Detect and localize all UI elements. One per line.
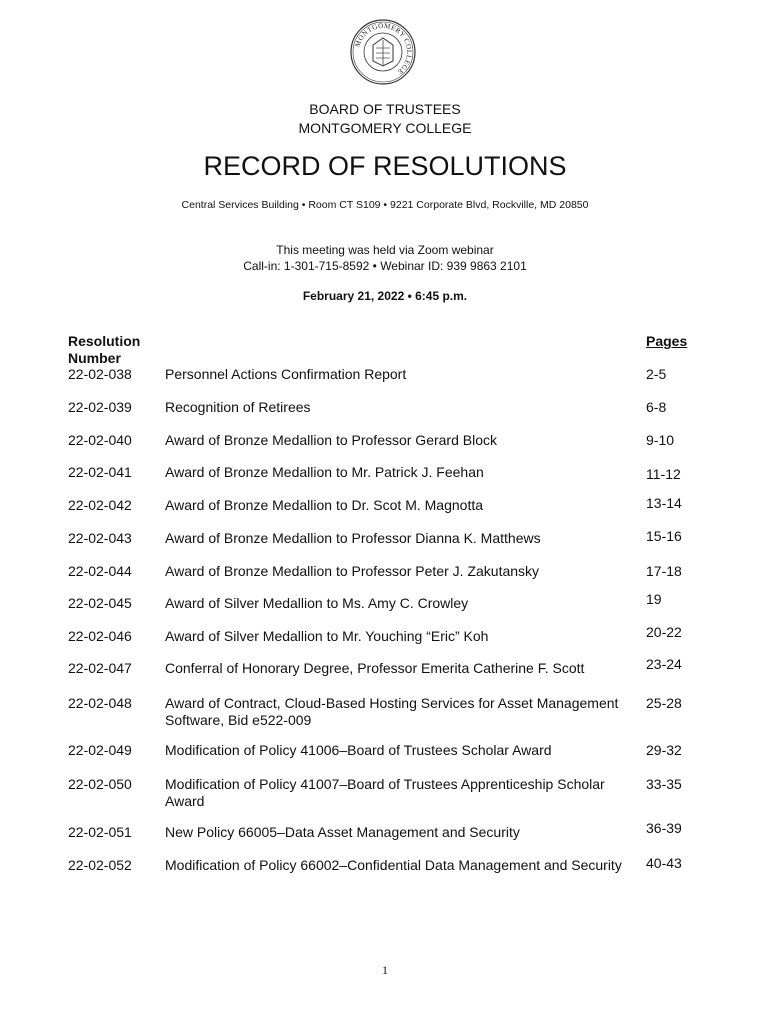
resolution-number: 22-02-046	[68, 628, 132, 644]
college-seal-logo	[349, 18, 417, 86]
resolution-pages: 11-12	[646, 466, 681, 482]
resolution-pages: 36-39	[646, 820, 682, 836]
resolution-number: 22-02-050	[68, 776, 132, 792]
resolution-number: 22-02-038	[68, 366, 132, 382]
resolution-description: Modification of Policy 41006–Board of Trustees Scholar Award	[165, 742, 552, 758]
resolution-pages: 33-35	[646, 776, 682, 792]
resolution-number: 22-02-049	[68, 742, 132, 758]
resolution-description: Award of Bronze Medallion to Mr. Patrick J. Feehan	[165, 464, 484, 480]
resolution-pages: 17-18	[646, 563, 682, 579]
organization-header	[0, 100, 770, 138]
resolution-description: New Policy 66005–Data Asset Management and Security	[165, 824, 520, 840]
pages-header: Pages	[646, 333, 688, 349]
meeting-info	[0, 242, 770, 274]
resolution-number: 22-02-040	[68, 432, 132, 448]
resolution-number: 22-02-051	[68, 824, 132, 840]
resolution-number: 22-02-039	[68, 399, 132, 415]
svg-text:MONTGOMERY COLLEGE: MONTGOMERY COLLEGE	[353, 21, 414, 77]
resolution-description: Award of Bronze Medallion to Professor Peter J. Zakutansky	[165, 563, 540, 579]
resolution-description: Award of Contract, Cloud-Based Hosting Services for Asset Management Software, Bid e522-009	[165, 695, 619, 728]
resolution-description: Personnel Actions Confirmation Report	[165, 366, 407, 382]
resolution-description: Award of Bronze Medallion to Professor Dianna K. Matthews	[165, 530, 541, 546]
resolution-number: 22-02-042	[68, 497, 132, 513]
resolution-pages: 9-10	[646, 432, 675, 448]
resolution-pages: 29-32	[646, 742, 682, 758]
resolution-number: 22-02-047	[68, 660, 132, 676]
call-in-info: Call-in: 1-301-715-8592 • Webinar ID: 939 9863 2101	[243, 259, 527, 273]
resolution-number-header: Resolution Number	[68, 333, 141, 366]
resolution-description: Award of Bronze Medallion to Professor Gerard Block	[165, 432, 498, 448]
resolution-pages: 25-28	[646, 695, 682, 711]
resolution-description: Award of Silver Medallion to Mr. Youching “Eric” Koh	[165, 628, 489, 644]
resolution-description: Conferral of Honorary Degree, Professor Emerita Catherine F. Scott	[165, 660, 585, 676]
resolution-pages: 23-24	[646, 656, 682, 672]
resolution-number: 22-02-041	[68, 464, 132, 480]
board-label: BOARD OF TRUSTEES	[309, 101, 461, 117]
resolution-number: 22-02-048	[68, 695, 132, 711]
resolution-pages: 15-16	[646, 528, 682, 544]
resolution-pages: 20-22	[646, 624, 682, 640]
resolution-description: Recognition of Retirees	[165, 399, 311, 415]
resolution-number: 22-02-043	[68, 530, 132, 546]
page-number: 1	[382, 963, 388, 977]
meeting-note: This meeting was held via Zoom webinar	[276, 243, 494, 257]
resolution-description: Modification of Policy 41007–Board of Trustees Apprenticeship Scholar Award	[165, 776, 605, 809]
resolution-number: 22-02-045	[68, 595, 132, 611]
resolution-pages: 13-14	[646, 495, 682, 511]
meeting-location: Central Services Building • Room CT S109 • 9221 Corporate Blvd, Rockville, MD 20850	[181, 199, 589, 211]
resolution-description: Award of Silver Medallion to Ms. Amy C. Crowley	[165, 595, 469, 611]
resolution-description: Modification of Policy 66002–Confidential Data Management and Security	[165, 857, 622, 873]
resolution-number: 22-02-052	[68, 857, 132, 873]
resolution-number: 22-02-044	[68, 563, 132, 579]
resolution-pages: 19	[646, 591, 662, 607]
resolution-pages: 40-43	[646, 855, 682, 871]
page-title: RECORD OF RESOLUTIONS	[203, 151, 567, 181]
college-name: MONTGOMERY COLLEGE	[298, 120, 472, 136]
resolution-pages: 6-8	[646, 399, 667, 415]
meeting-date: February 21, 2022 • 6:45 p.m.	[302, 289, 468, 303]
resolution-description: Award of Bronze Medallion to Dr. Scot M. Magnotta	[165, 497, 484, 513]
resolution-pages: 2-5	[646, 366, 667, 382]
